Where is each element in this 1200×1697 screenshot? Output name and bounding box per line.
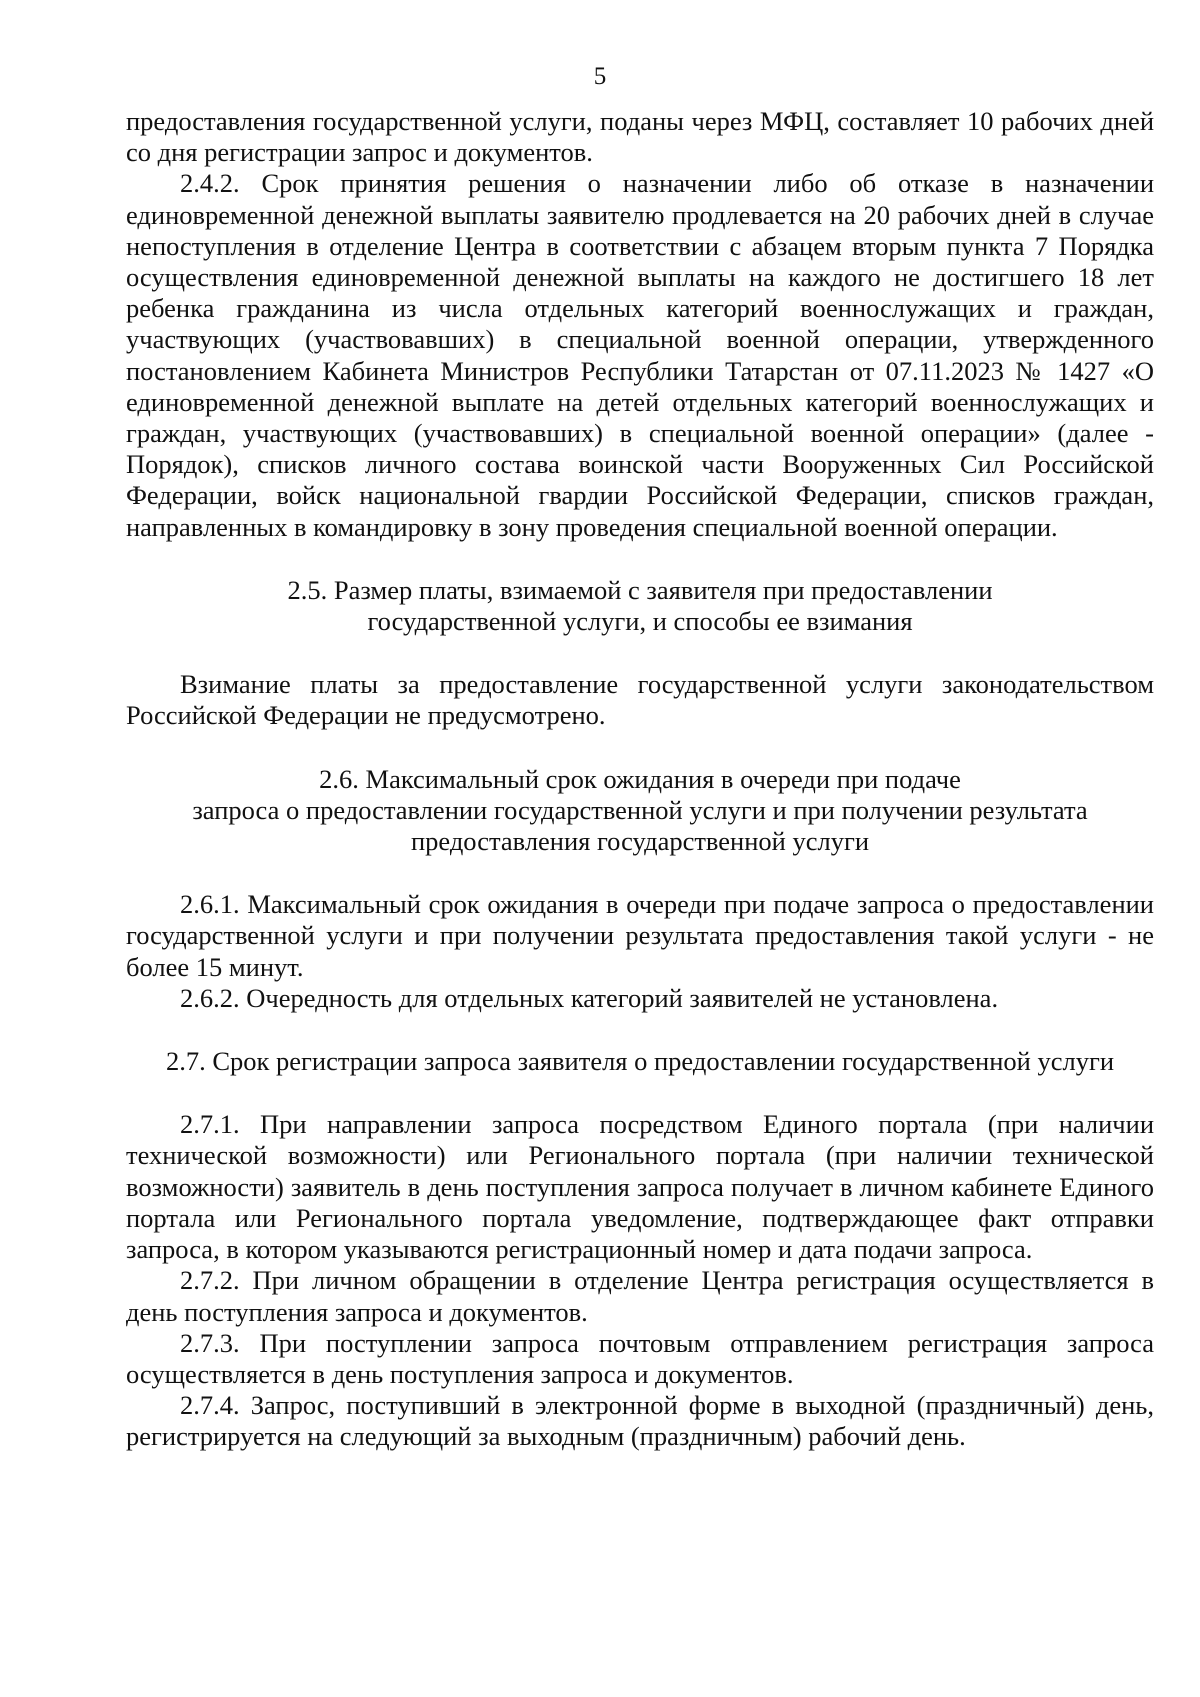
heading-2-5-line-1: 2.5. Размер платы, взимаемой с заявителя при предоставлении xyxy=(287,574,993,605)
document-body xyxy=(126,106,1154,1453)
paragraph-2-4-2: 2.4.2. Срок принятия решения о назначении либо об отказе в назначении единовременной денежной выплаты заявителю продлевается на 20 рабочих дней в случае непоступления в отделение Центра в соответствии с абзацем вторым пункта 7 Порядка осуществления единовременной денежной выплаты на каждого не достигшего 18 лет ребенка гражданина из числа отдельных категорий военнослужащих и граждан, участвующих (участвовавших) в специальной военной операции, утвержденного постановлением Кабинета Министров Республики Татарстан от 07.11.2023 № 1427 «О единовременной денежной выплате на детей отдельных категорий военнослужащих и граждан, участвующих (участвовавших) в специальной военной операции» (далее - Порядок), списков личного состава воинской части Вооруженных Сил Российской Федерации, войск национальной гвардии Российской Федерации, списков граждан, направленных в командировку в зону проведения специальной военной операции. xyxy=(126,168,1154,542)
section-heading-2-6 xyxy=(126,764,1154,858)
page-number: 5 xyxy=(593,63,607,90)
section-heading-2-5 xyxy=(126,575,1154,637)
heading-2-5-line-2: государственной услуги, и способы ее взимания xyxy=(367,606,913,637)
paragraph-2-7-2: 2.7.2. При личном обращении в отделение Центра регистрация осуществляется в день поступления запроса и документов. xyxy=(126,1265,1154,1327)
paragraph-2-6-2: 2.6.2. Очередность для отдельных категорий заявителей не установлена. xyxy=(180,982,999,1013)
paragraph-2-7-1: 2.7.1. При направлении запроса посредством Единого портала (при наличии технической возможности) или Регионального портала (при наличии технической возможности) заявитель в день поступления запроса получает в личном кабинете Единого портала или Регионального портала уведомление, подтверждающее факт отправки запроса, в котором указываются регистрационный номер и дата подачи запроса. xyxy=(126,1109,1154,1265)
heading-2-6-line-1: 2.6. Максимальный срок ожидания в очереди при подаче xyxy=(319,763,961,794)
paragraph-2-6-1: 2.6.1. Максимальный срок ожидания в очереди при подаче запроса о предоставлении государственной услуги и при получении результата предоставления такой услуги - не более 15 минут. xyxy=(126,889,1154,982)
paragraph-2-5: Взимание платы за предоставление государственной услуги законодательством Российской Федерации не предусмотрено. xyxy=(126,669,1154,731)
paragraph-2-7-3: 2.7.3. При поступлении запроса почтовым отправлением регистрация запроса осуществляется в день поступления запроса и документов. xyxy=(126,1327,1154,1389)
paragraph-continuation: предоставления государственной услуги, поданы через МФЦ, составляет 10 рабочих дней со дня регистрации запрос и документов. xyxy=(126,106,1154,168)
paragraph-2-7-4: 2.7.4. Запрос, поступивший в электронной форме в выходной (праздничный) день, регистрируется на следующий за выходным (праздничным) рабочий день. xyxy=(126,1390,1154,1452)
heading-2-7-line-1: 2.7. Срок регистрации запроса заявителя о предоставлении государственной услуги xyxy=(165,1046,1115,1077)
heading-2-6-line-2: запроса о предоставлении государственной услуги и при получении результата xyxy=(192,794,1088,825)
section-heading-2-7 xyxy=(126,1046,1154,1077)
heading-2-6-line-3: предоставления государственной услуги xyxy=(410,826,870,857)
